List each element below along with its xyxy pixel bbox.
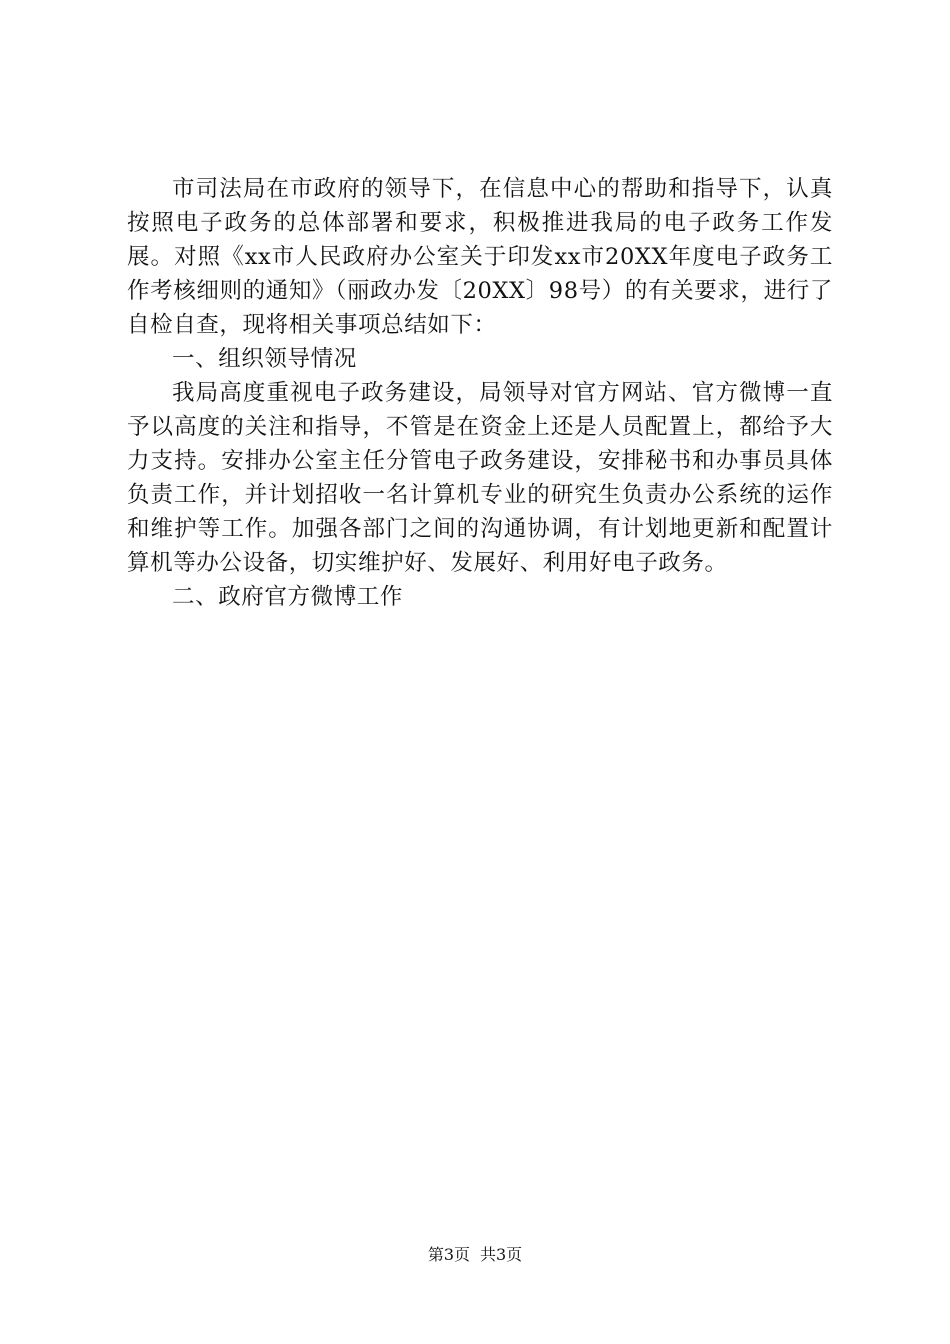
paragraph-organization: 我局高度重视电子政务建设，局领导对官方网站、官方微博一直予以高度的关注和指导，不管是在资金上还是人员配置上，都给予大力支持。安排办公室主任分管电子政务建设，安排秘书和办事员具体负责工作，并计划招收一名计算机专业的研究生负责办公系统的运作和维护等工作。加强各部门之间的沟通协调，有计划地更新和配置计算机等办公设备，切实维护好、发展好、利用好电子政务。 [127, 380, 833, 576]
paragraph-intro: 市司法局在市政府的领导下，在信息中心的帮助和指导下，认真按照电子政务的总体部署和要求，积极推进我局的电子政务工作发展。对照《xx市人民政府办公室关于印发xx市20XX年度电子政务工作考核细则的通知》（丽政办发〔20XX〕98号）的有关要求，进行了自检自查，现将相关事项总结如下： [127, 176, 833, 338]
section-heading-2: 二、政府官方微博工作 [172, 584, 404, 610]
section-heading-1: 一、组织领导情况 [172, 346, 357, 372]
document-body [127, 172, 833, 614]
page-footer [0, 1243, 950, 1267]
page-number-current: 第3页 [427, 1245, 470, 1264]
page-number-total: 共3页 [480, 1245, 523, 1264]
